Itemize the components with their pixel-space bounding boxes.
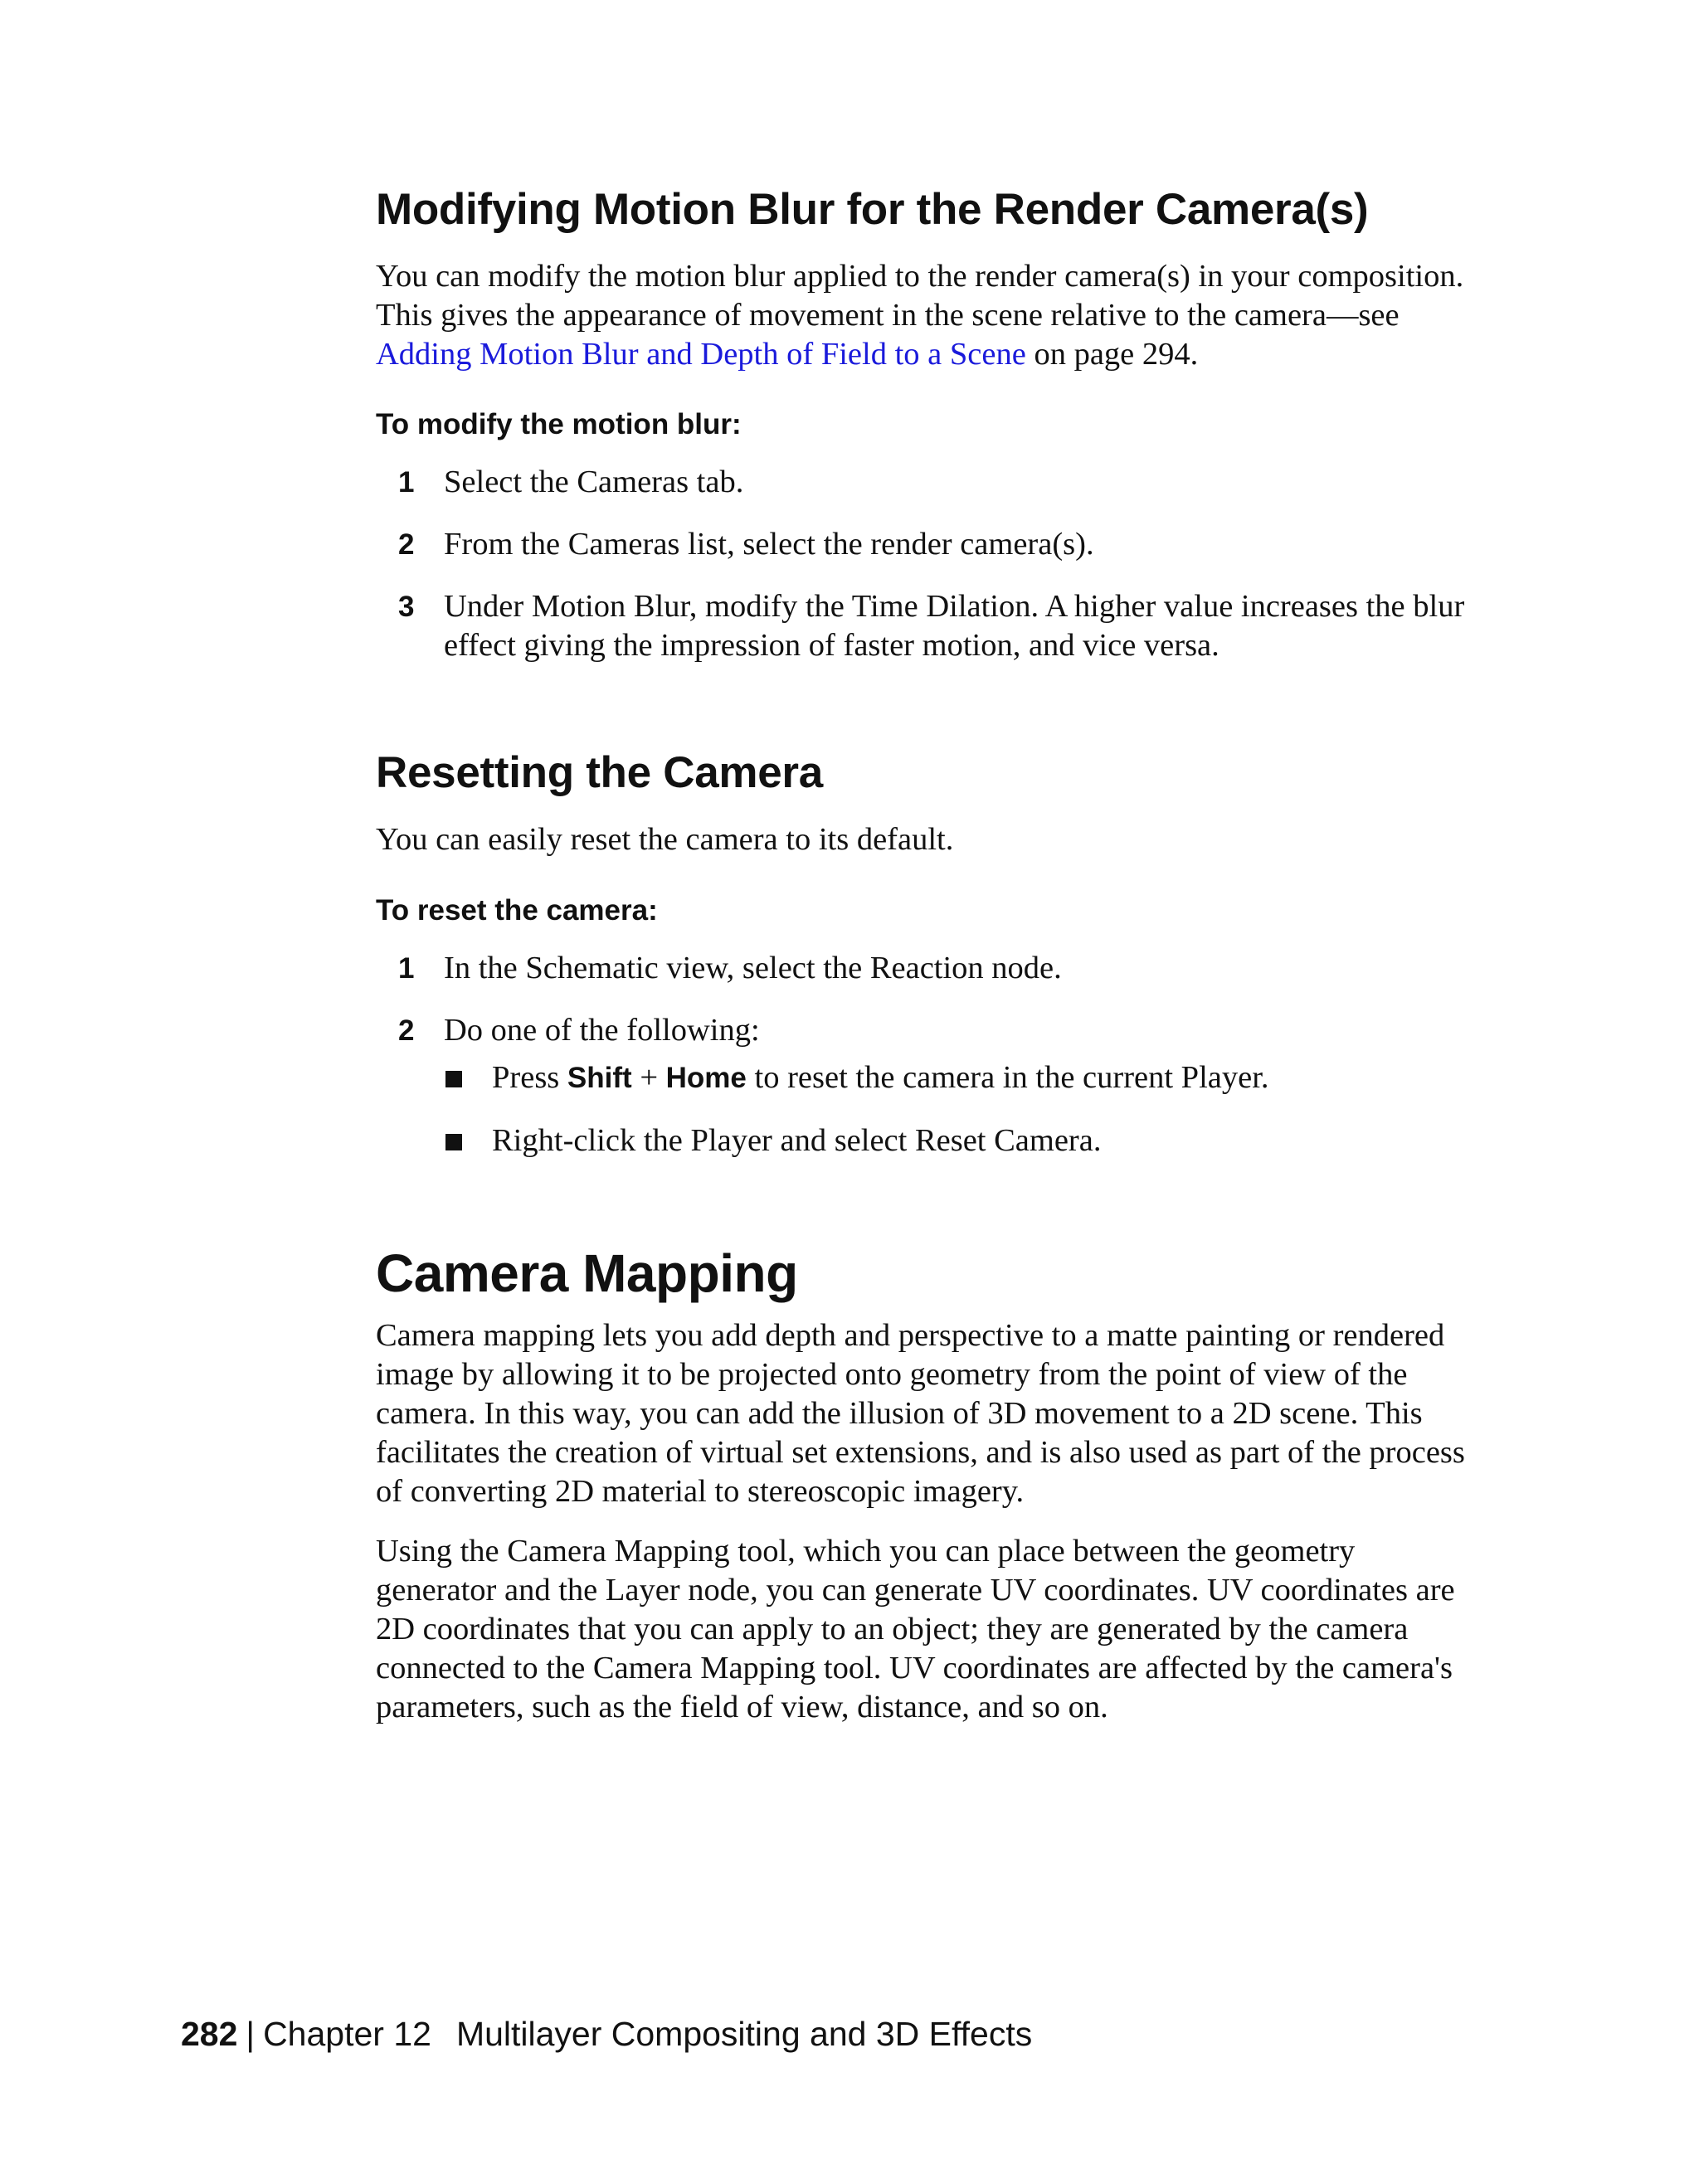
- camera-mapping-paragraph-1: Camera mapping lets you add depth and perspective to a matte painting or rendered image by allowing it to be projected onto geometry from the point of view of the camera. In this way, you can add the illusion of 3D movement to a 2D scene. This facilitates the creation of virtual set extensions, and is also used as part of the process of converting 2D material to stereoscopic imagery.: [376, 1318, 1465, 1509]
- section-heading-resetting-camera: Resetting the Camera: [376, 748, 823, 797]
- step-text: From the Cameras list, select the render camera(s).: [444, 527, 1094, 562]
- steps-list-motion-blur: [376, 463, 1471, 665]
- bullet-text: Right-click the Player and select Reset Camera.: [492, 1123, 1102, 1158]
- footer-chapter: Chapter 12: [263, 2015, 431, 2053]
- list-item: [376, 1011, 1471, 1050]
- section-heading-motion-blur: Modifying Motion Blur for the Render Camera(s): [376, 185, 1369, 234]
- step-text: Do one of the following:: [444, 1013, 760, 1048]
- square-bullet-icon: [445, 1134, 462, 1150]
- intro-text-start: You can modify the motion blur applied to the render camera(s) in your composition. This gives the appearance of movement in the scene relative to the camera—see: [376, 259, 1464, 333]
- key-home: Home: [665, 1062, 747, 1094]
- list-item: [376, 525, 1471, 564]
- resetting-camera-paragraph: You can easily reset the camera to its default.: [376, 822, 954, 857]
- procedure-title-motion-blur: To modify the motion blur:: [376, 408, 742, 440]
- chapter-heading-camera-mapping: Camera Mapping: [376, 1243, 798, 1303]
- list-item: [376, 587, 1471, 665]
- step-text: In the Schematic view, select the Reaction node.: [444, 951, 1062, 985]
- key-shift: Shift: [567, 1062, 632, 1094]
- square-bullet-icon: [445, 1071, 462, 1087]
- list-item: [376, 949, 1471, 988]
- step-number: 2: [398, 528, 415, 561]
- page-footer: [181, 2013, 1032, 2055]
- cross-reference-link[interactable]: Adding Motion Blur and Depth of Field to a Scene: [376, 337, 1026, 372]
- step-number: 1: [398, 952, 415, 985]
- footer-separator: |: [246, 2015, 256, 2053]
- step-number: 1: [398, 466, 415, 499]
- page-content: [376, 184, 1471, 1727]
- procedure-title-reset-camera: To reset the camera:: [376, 894, 658, 927]
- intro-text-end: on page 294.: [1025, 337, 1199, 372]
- camera-mapping-paragraph-2: Using the Camera Mapping tool, which you can place between the geometry generator and the Layer node, you can generate UV coordinates. UV coordinates are 2D coordinates that you can apply to an object; they are generated by the camera connected to the Camera Mapping tool. UV coordinates are affected by the camera's parameters, such as the field of view, distance, and so on.: [376, 1534, 1455, 1724]
- motion-blur-intro-paragraph: [376, 257, 1471, 374]
- steps-list-reset-camera: [376, 949, 1471, 1160]
- bullet-item: [376, 1058, 1471, 1097]
- step-text: Under Motion Blur, modify the Time Dilation. A higher value increases the blur effect giving the impression of faster motion, and vice versa.: [444, 589, 1465, 663]
- bullet-text-suffix: to reset the camera in the current Player.: [746, 1060, 1269, 1095]
- step-text: Select the Cameras tab.: [444, 465, 744, 499]
- bullet-item: [376, 1121, 1471, 1160]
- step-number: 2: [398, 1014, 415, 1047]
- footer-chapter-title: Multilayer Compositing and 3D Effects: [455, 2015, 1033, 2053]
- bullet-text-plus: +: [631, 1060, 666, 1095]
- page-number: 282: [181, 2015, 238, 2053]
- list-item: [376, 463, 1471, 502]
- step-number: 3: [398, 591, 415, 623]
- bullet-text-prefix: Press: [492, 1060, 567, 1095]
